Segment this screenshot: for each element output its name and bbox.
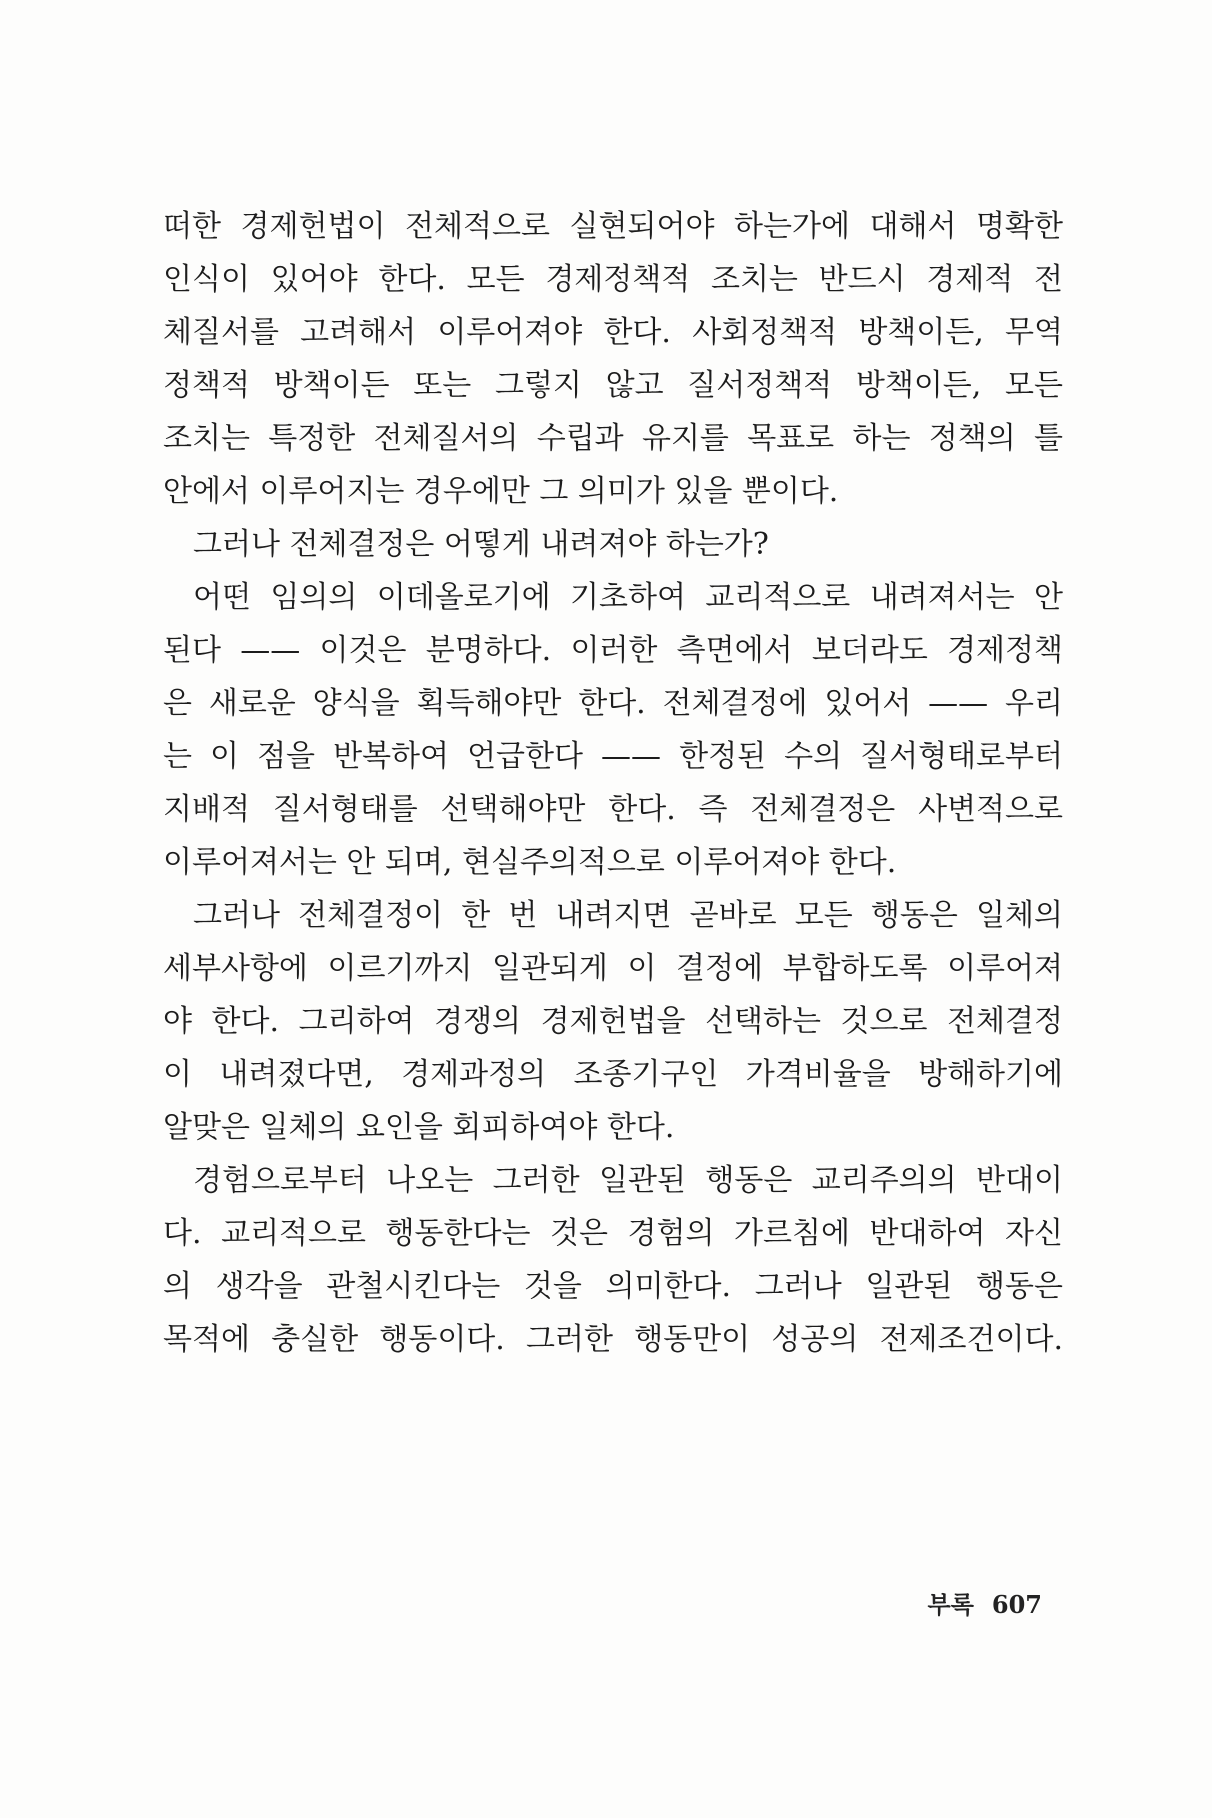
text-line: 그러나 전체결정은 어떻게 내려져야 하는가? xyxy=(193,527,769,562)
text-line: 체질서를 고려해서 이루어져야 한다. 사회정책적 방책이든, 무역 xyxy=(163,315,1063,350)
text-line: 된다 —— 이것은 분명하다. 이러한 측면에서 보더라도 경제정책 xyxy=(163,633,1063,668)
text-line: 알맞은 일체의 요인을 회피하여야 한다. xyxy=(163,1110,675,1145)
text-line: 그러나 전체결정이 한 번 내려지면 곧바로 모든 행동은 일체의 xyxy=(193,898,1063,933)
text-line: 야 한다. 그리하여 경쟁의 경제헌법을 선택하는 것으로 전체결정 xyxy=(163,1004,1063,1039)
page-footer xyxy=(928,1585,1042,1620)
text-line: 어떤 임의의 이데올로기에 기초하여 교리적으로 내려져서는 안 xyxy=(193,580,1063,615)
text-line: 의 생각을 관철시킨다는 것을 의미한다. 그러나 일관된 행동은 xyxy=(163,1269,1063,1304)
text-line: 조치는 특정한 전체질서의 수립과 유지를 목표로 하는 정책의 틀 xyxy=(163,421,1063,456)
text-line: 세부사항에 이르기까지 일관되게 이 결정에 부합하도록 이루어져 xyxy=(163,951,1063,986)
text-line: 다. 교리적으로 행동한다는 것은 경험의 가르침에 반대하여 자신 xyxy=(163,1216,1063,1251)
text-line: 은 새로운 양식을 획득해야만 한다. 전체결정에 있어서 —— 우리 xyxy=(163,686,1063,721)
text-line: 정책적 방책이든 또는 그렇지 않고 질서정책적 방책이든, 모든 xyxy=(163,368,1063,403)
text-line: 경험으로부터 나오는 그러한 일관된 행동은 교리주의의 반대이 xyxy=(193,1163,1063,1198)
text-line: 이 내려졌다면, 경제과정의 조종기구인 가격비율을 방해하기에 xyxy=(163,1057,1063,1092)
text-line: 인식이 있어야 한다. 모든 경제정책적 조치는 반드시 경제적 전 xyxy=(163,262,1063,297)
text-line: 는 이 점을 반복하여 언급한다 —— 한정된 수의 질서형태로부터 xyxy=(163,739,1063,774)
body-text xyxy=(163,200,1063,1366)
text-line: 떠한 경제헌법이 전체적으로 실현되어야 하는가에 대해서 명확한 xyxy=(163,209,1063,244)
page-number: 607 xyxy=(991,1590,1042,1619)
text-line: 지배적 질서형태를 선택해야만 한다. 즉 전체결정은 사변적으로 xyxy=(163,792,1063,827)
text-line: 안에서 이루어지는 경우에만 그 의미가 있을 뿐이다. xyxy=(163,474,839,509)
text-line: 이루어져서는 안 되며, 현실주의적으로 이루어져야 한다. xyxy=(163,845,897,880)
text-line: 목적에 충실한 행동이다. 그러한 행동만이 성공의 전제조건이다. xyxy=(163,1322,1063,1357)
footer-section-label: 부록 xyxy=(927,1590,974,1619)
